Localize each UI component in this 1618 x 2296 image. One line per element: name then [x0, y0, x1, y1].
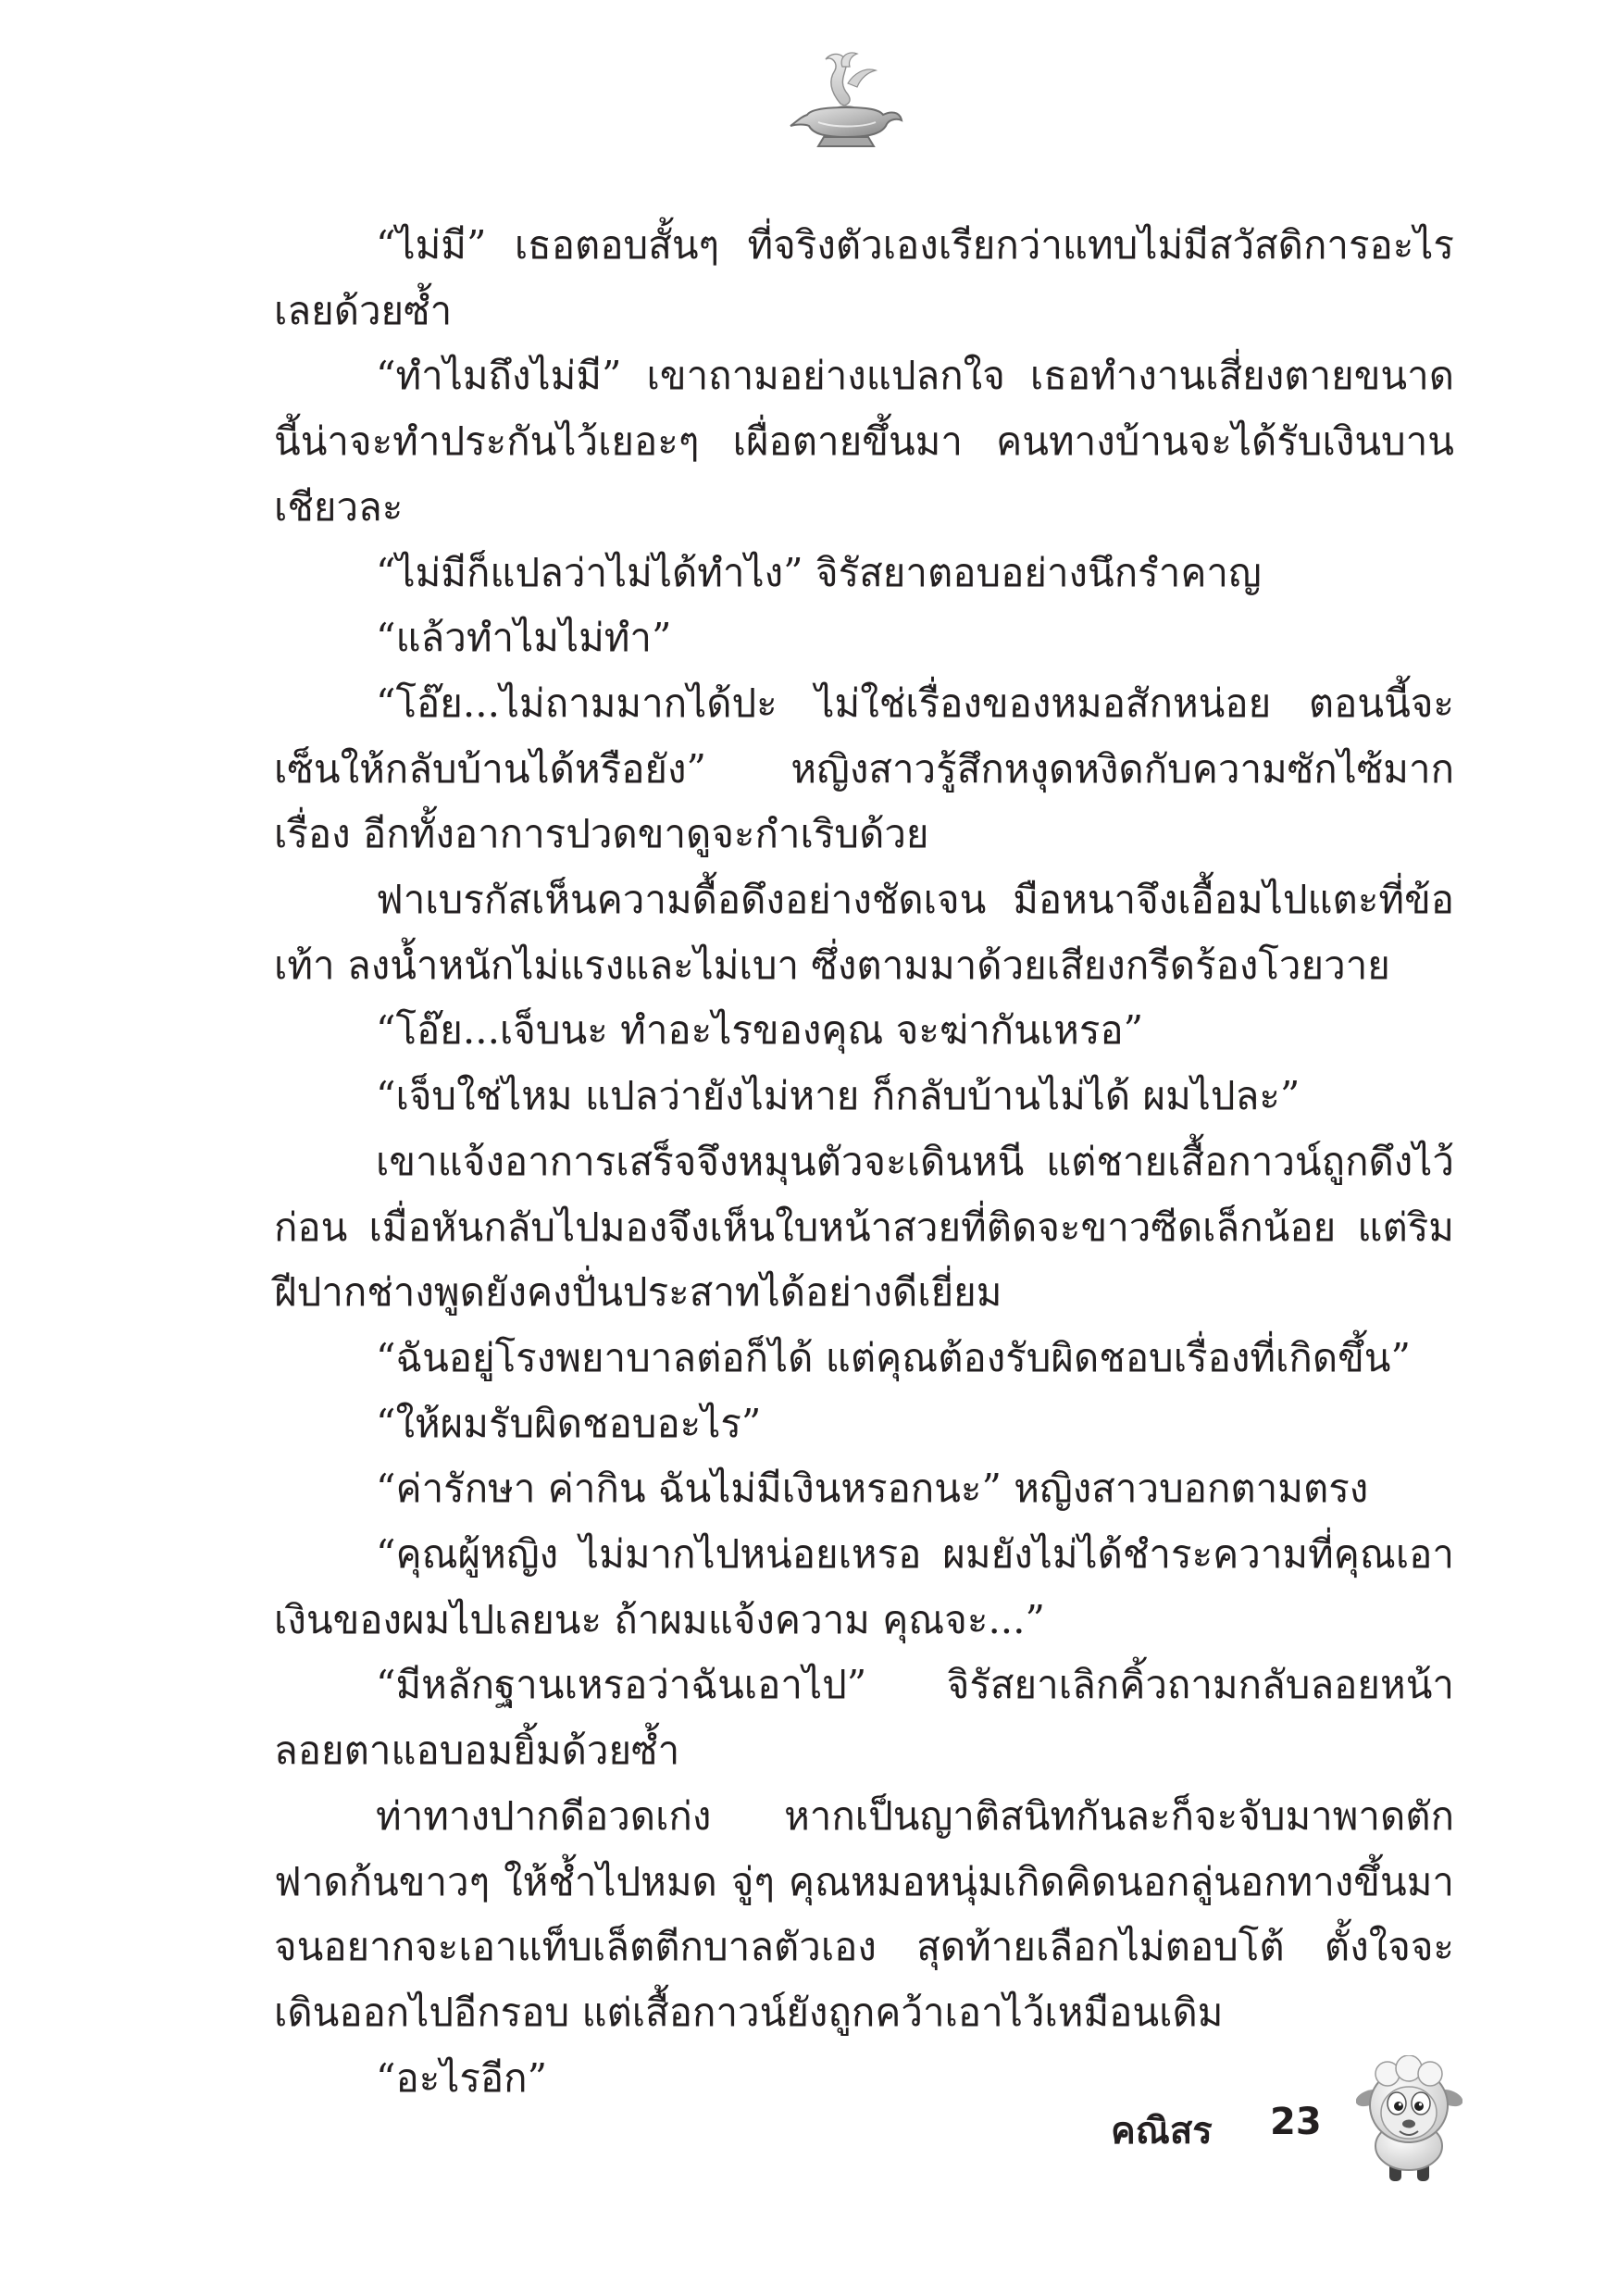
paragraph: “ทำไมถึงไม่มี” เขาถามอย่างแปลกใจ เธอทำงานเสี่ยงตายขนาดนี้น่าจะทำประกันไว้เยอะๆ เผื่อตายขึ้นมา คนทางบ้านจะได้รับเงินบานเชียวละ — [274, 353, 1454, 530]
sheep-icon — [1356, 2055, 1462, 2185]
paragraph: “คุณผู้หญิง ไม่มากไปหน่อยเหรอ ผมยังไม่ได้ชำระความที่คุณเอาเงินของผมไปเลยนะ ถ้าผมแจ้งความ คุณจะ...” — [274, 1531, 1454, 1642]
paragraph: ท่าทางปากดีอวดเก่ง หากเป็นญาติสนิทกันละก็จะจับมาพาดตักฟาดก้นขาวๆ ให้ช้ำไปหมด จู่ๆ คุณหมอหนุ่มเกิดคิดนอกลู่นอกทางขึ้นมาจนอยากจะเอาแท็บเล็ตตีกบาลตัวเอง สุดท้ายเลือกไม่ตอบโต้ ตั้งใจจะเดินออกไปอีกรอบ แต่เสื้อกาวน์ยังถูกคว้าเอาไว้เหมือนเดิม — [274, 1792, 1454, 2035]
paragraph: “ให้ผมรับผิดชอบอะไร” — [376, 1400, 762, 1446]
paragraph: “เจ็บใช่ไหม แปลว่ายังไม่หาย ก็กลับบ้านไม่ได้ ผมไปละ” — [376, 1073, 1301, 1119]
paragraph: ฟาเบรกัสเห็นความดื้อดึงอย่างชัดเจน มือหนาจึงเอื้อมไปแตะที่ข้อเท้า ลงน้ำหนักไม่แรงและไม่เบา ซึ่งตามมาด้วยเสียงกรีดร้องโวยวาย — [274, 877, 1454, 988]
paragraph: “มีหลักฐานเหรอว่าฉันเอาไป” จิรัสยาเลิกคิ้วถามกลับลอยหน้าลอยตาแอบอมยิ้มด้วยซ้ำ — [274, 1662, 1454, 1774]
paragraph: “อะไรอีก” — [376, 2054, 548, 2101]
author-name: คณิสร — [1111, 2110, 1213, 2152]
paragraph: “โอ๊ย...เจ็บนะ ทำอะไรของคุณ จะฆ่ากันเหรอ” — [376, 1007, 1144, 1054]
paragraph: “โอ๊ย...ไม่ถามมากได้ปะ ไม่ใช่เรื่องของหมอสักหน่อย ตอนนี้จะเซ็นให้กลับบ้านได้หรือยัง” หญิงสาวรู้สึกหงุดหงิดกับความซักไซ้มากเรื่อง อีกทั้งอาการปวดขาดูจะกำเริบด้วย — [274, 680, 1454, 857]
paragraph: “แล้วทำไมไม่ทำ” — [376, 615, 672, 661]
paragraph: “ค่ารักษา ค่ากิน ฉันไม่มีเงินหรอกนะ” หญิงสาวบอกตามตรง — [376, 1466, 1369, 1512]
story-text — [274, 213, 1454, 2111]
paragraph: เขาแจ้งอาการเสร็จจึงหมุนตัวจะเดินหนี แต่ชายเสื้อกาวน์ถูกดึงไว้ก่อน เมื่อหันกลับไปมองจึงเห็นใบหน้าสวยที่ติดจะขาวซีดเล็กน้อย แต่ริมฝีปากช่างพูดยังคงปั่นประสาทได้อย่างดีเยี่ยม — [274, 1138, 1454, 1316]
paragraph: “ไม่มีก็แปลว่าไม่ได้ทำไง” จิรัสยาตอบอย่างนึกรำคาญ — [376, 549, 1262, 595]
page-number: 23 — [1270, 2101, 1322, 2143]
paragraph: “ฉันอยู่โรงพยาบาลต่อก็ได้ แต่คุณต้องรับผิดชอบเรื่องที่เกิดขึ้น” — [376, 1334, 1411, 1380]
paragraph: “ไม่มี” เธอตอบสั้นๆ ที่จริงตัวเองเรียกว่าแทบไม่มีสวัสดิการอะไรเลยด้วยซ้ำ — [274, 222, 1454, 333]
genie-lamp-icon — [787, 46, 907, 156]
